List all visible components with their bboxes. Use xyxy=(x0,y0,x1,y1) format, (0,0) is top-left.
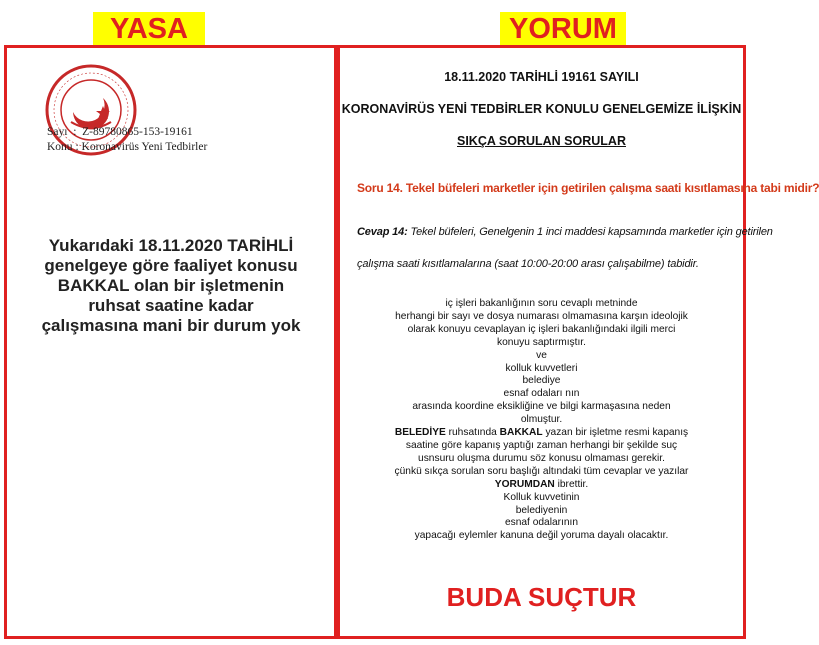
comment-panel xyxy=(337,45,819,639)
faq-answer-line: Cevap 14: Tekel büfeleri, Genelgenin 1 inci maddesi kapsamında marketler için getirilen xyxy=(357,226,773,238)
circular-title: 18.11.2020 TARİHLİ 19161 SAYILI xyxy=(444,70,639,84)
circular-subtitle: KORONAVİRÜS YENİ TEDBİRLER KONULU GENELGEMİZE İLİŞKİN xyxy=(341,102,742,116)
faq-heading: SIKÇA SORULAN SORULAR xyxy=(457,134,626,148)
faq-answer-line: çalışma saati kısıtlamalarına (saat 10:00-20:00 arası çalışabilme) tabidir. xyxy=(357,258,699,270)
faq-question: Soru 14. Tekel büfeleri marketler için getirilen çalışma saati kısıtlamasına tabi midir? xyxy=(357,181,819,195)
verdict-text: BUDA SUÇTUR xyxy=(446,582,637,612)
document-subject: Konu : Koronavirüs Yeni Tedbirler xyxy=(47,141,208,153)
yasa-label: YASA xyxy=(93,12,205,46)
law-panel xyxy=(4,45,338,639)
commentary-text: iç işleri bakanlığının soru cevaplı metninde herhangi bir sayı ve dosya numarası olmamasına karşın ideolojik olarak konuyu cevaplayan iç işleri bakanlığındaki ilgili merci konuyu saptırmıştır. ve kolluk kuvvetleri belediye esnaf odaları nın arasında koordine eksikliğine ve bilgi karmaşasına neden olmuştur. BELEDİYE ruhsatında BAKKAL yazan bir işletme resmi kapanış saatine göre kapanış yaptığı zaman herhangi bir şekilde suç usnsuru oluşma durumu söz konusu olmaması gerekir. çünkü sıkça sorulan soru başlığı altındaki tüm cevaplar ve yazılar YORUMDAN ibrettir. Kolluk kuvvetinin belediyenin esnaf odalarının yapacağı eylemler kanuna değil yoruma dayalı olacaktır. xyxy=(394,298,689,542)
document-number: Sayı : Z-89780865-153-19161 xyxy=(47,126,193,138)
law-statement: Yukarıdaki 18.11.2020 TARİHLİ genelgeye göre faaliyet konusu BAKKAL olan bir işletmenin ruhsat saatine kadar çalışmasına mani bir durum yok xyxy=(41,236,301,335)
yorum-label: YORUM xyxy=(500,12,626,46)
